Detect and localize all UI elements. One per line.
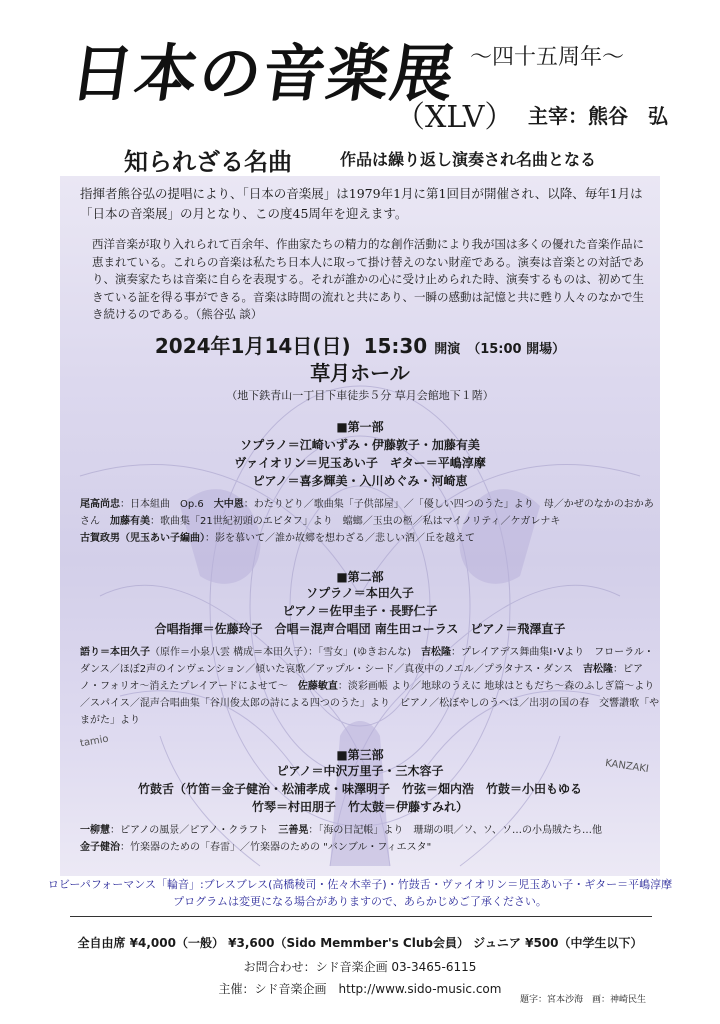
performer-line: 合唱指揮＝佐藤玲子 合唱＝混声合唱団 南生田コーラス ピアノ＝飛澤直子 <box>154 622 566 636</box>
works: ：ピアノの風景／ピアノ・クラフト <box>110 825 279 836</box>
event-time: 15:30 <box>363 334 428 358</box>
event-date-line <box>0 330 720 359</box>
works: ：「海の日記帳」より 珊瑚の唄／ソ、ソ、ソ…の小鳥賊たち…他 <box>308 825 603 836</box>
composer: 佐藤敏直 <box>297 681 338 692</box>
intro-history: 指揮者熊谷弘の提唱により、「日本の音楽展」は1979年1月に第1回目が開催され、以降、毎年1月は「日本の音楽展」の月となり、この度45周年を迎えます。 <box>80 186 643 221</box>
works: ：淡彩画帳 より／地球のうえに 地球はともだち〜森のふしぎ篇〜より／スパイス／混声合唱曲集「谷川俊太郎の詩による四つのうた」より ピアノ／松ぼやしのうへは／出羽の国の春 交響讃歌「やまがた」より <box>80 681 660 726</box>
doors-time: （15:00 開場） <box>467 342 566 357</box>
lobby-notice <box>0 876 720 910</box>
venue-access: （地下鉄青山一丁目下車徒歩５分 草月会館地下１階） <box>226 389 494 402</box>
contact-info: お問合わせ：シド音楽企画 03-3465-6115 <box>243 960 477 974</box>
edition-label: （XLV） <box>395 100 515 135</box>
ticket-prices: 全自由席 ¥4,000（一般） ¥3,600（Sido Memmber's Club会員） ジュニア ¥500（中学生以下） <box>77 936 643 950</box>
anniversary-label: ～四十五周年～ <box>470 45 625 70</box>
artist-signature-right: KANZAKI <box>604 757 650 776</box>
composer: 尾高尚忠 <box>80 499 120 510</box>
lobby-performance: ロビーパフォーマンス「輪音」:ブレスブレス(高橋稜司・佐々木幸子)・竹鼓舌・ヴァイオリン＝児玉あい子・ギター＝平嶋淳摩 <box>47 878 673 891</box>
composer: 三善晃 <box>278 825 309 836</box>
part3-performers <box>0 762 720 816</box>
composer: 吉松隆 <box>420 647 451 658</box>
venue-name: 草月ホール <box>310 361 410 385</box>
artist-signature-left: tamio <box>79 733 110 750</box>
performer-line: ピアノ＝喜多輝美・入川めぐみ・河崎恵 <box>252 474 468 488</box>
performer-line: ピアノ＝中沢万里子・三木容子 <box>276 764 444 778</box>
organizer-info: 主催：シド音楽企画 http://www.sido-music.com <box>218 982 502 996</box>
composer: 大中恩 <box>213 499 244 510</box>
part1-program <box>80 496 660 547</box>
works: （原作＝小泉八雲 構成＝本田久子）：「雪女」(ゆきおんな) <box>150 647 421 658</box>
divider <box>70 916 652 917</box>
start-label: 開演 <box>434 342 461 357</box>
performer-line: 竹琴＝村田朋子 竹太鼓＝伊藤すみれ） <box>251 800 468 814</box>
works: ：影を慕いて／誰か故郷を想わざる／悲しい酒／丘を越えて <box>205 533 475 544</box>
event-title: 日本の音楽展 <box>66 37 461 110</box>
performer-line: ヴァイオリン＝児玉あい子 ギター＝平嶋淳摩 <box>234 456 486 470</box>
works: ：ピアノ・フォリオ〜消えたプレイアードによせて〜 <box>80 664 644 692</box>
part1-heading: ■第一部 <box>336 420 384 434</box>
subtitle: 知られざる名曲 <box>124 148 292 176</box>
credits: 題字：宮本沙海 画：神崎民生 <box>520 995 647 1005</box>
performer-line: ソプラノ＝江崎いずみ・伊藤敦子・加藤有美 <box>240 438 480 452</box>
part2-performers <box>0 584 720 638</box>
host-label: 主宰：熊谷 弘 <box>528 104 668 128</box>
composer: 古賀政男（児玉あい子編曲） <box>80 533 205 544</box>
composer: 語り＝本田久子 <box>80 647 150 658</box>
event-date: 2024年1月14日(日) <box>154 334 351 358</box>
performer-line: 竹鼓舌（竹笛＝金子健治・松浦孝成・味澤明子 竹弦＝畑内浩 竹鼓＝小田もゆる <box>137 782 582 796</box>
works: ：プレイアデス舞曲集Ⅰ･Ⅴより フローラル・ダンス／ほぼ2声のインヴェンション／傾いた哀歌／アップル・シード／真夜中のノエル／プラタナス・ダンス <box>80 647 654 675</box>
composer: 吉松隆 <box>583 664 614 675</box>
performer-line: ソプラノ＝本田久子 <box>306 586 414 600</box>
part2-heading: ■第二部 <box>336 570 384 584</box>
works: ：日本組曲 Op.6 <box>120 499 214 510</box>
works: ：わたりどり／歌曲集「子供部屋」／「優しい四つのうた」より 母／かぜのなかのおかあさん <box>80 499 654 527</box>
composer: 加藤有美 <box>110 516 150 527</box>
works: ：竹楽器のための「春雷」／竹楽器のための "バンブル・フィエスタ" <box>120 842 432 853</box>
intro-quote: 西洋音楽が取り入れられて百余年、作曲家たちの精力的な創作活動により我が国は多くの優れた音楽作品に恵まれている。これらの音楽は私たち日本人に取って掛け替えのない財産である。演奏は音楽との対話であり、演奏家たちは音楽に自らを表現する。それが誰かの心に受け止められた時、演奏するものは、初めて生きている証を得る事ができる。音楽は時間の流れと共にあり、一瞬の感動は記憶と共に甦り人々のなかで生き続けるのである。（熊谷弘 談） <box>92 237 644 321</box>
composer: 金子健治 <box>80 842 120 853</box>
composer: 一柳慧 <box>80 825 110 836</box>
part2-program <box>80 644 660 729</box>
part3-heading: ■第三部 <box>336 748 384 762</box>
part1-performers <box>0 436 720 490</box>
program-change-notice: プログラムは変更になる場合がありますので、あらかじめご了承ください。 <box>173 895 547 908</box>
performer-line: ピアノ＝佐甲圭子・長野仁子 <box>282 604 438 618</box>
tagline: 作品は繰り返し演奏され名曲となる <box>340 150 597 169</box>
works: ：歌曲集「21世紀初頭のエピタフ」より 蟷螂／玉虫の柩／私はマイノリティ／ケガレナキ <box>150 516 561 527</box>
part3-program <box>80 822 660 856</box>
